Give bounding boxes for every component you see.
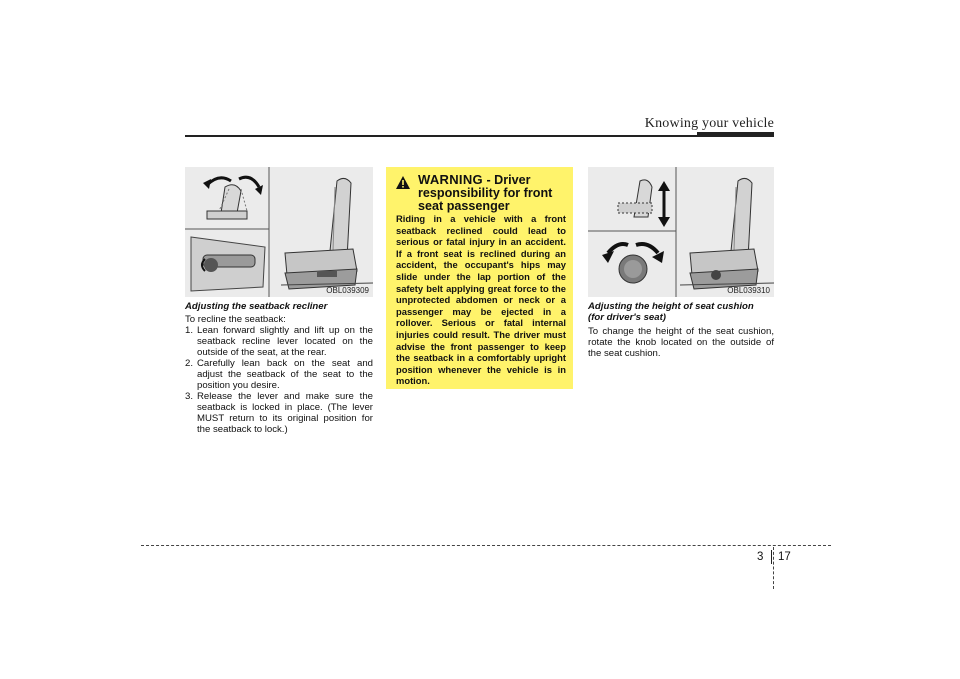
seatback-recliner-figure: [185, 167, 373, 297]
warning-triangle-icon: [396, 176, 410, 189]
seatback-recliner-illustration: [185, 167, 373, 297]
warning-header: [396, 173, 568, 213]
recline-steps-list: [185, 325, 373, 435]
footer-dashed-divider: [773, 547, 774, 589]
step-text: Lean forward slightly and lift up on the seatback recline lever located on the outside of the seat, at the rear.: [197, 325, 373, 358]
step-number: 1.: [185, 325, 194, 336]
warning-label: WARNING: [418, 172, 483, 187]
step-text: Release the lever and make sure the seatback is locked in place. (The lever MUST return to its original position for the seatback to lock.): [197, 391, 373, 435]
step-text: Carefully lean back on the seat and adjust the seatback of the seat to the position you desire.: [197, 358, 373, 391]
chapter-number: 3: [757, 551, 764, 563]
header-accent-bar: [697, 132, 774, 137]
seat-height-caption-line2: (for driver's seat): [588, 312, 666, 323]
seat-height-body: To change the height of the seat cushion, rotate the knob located on the outside of the seat cushion.: [588, 326, 774, 359]
page-number-value: 17: [778, 551, 791, 563]
warning-box: [386, 167, 573, 389]
seat-height-caption-line1: Adjusting the height of seat cushion: [588, 301, 754, 312]
page-number-separator: [771, 550, 772, 564]
warning-dash: -: [486, 173, 491, 187]
seatback-recliner-body: [185, 314, 373, 435]
warning-body: Riding in a vehicle with a front seatback reclined could lead to serious or fatal injury in an accident. If a front seat is reclined during an accident, the occupant's hips may slide under the lap portion of the safety belt applying great force to the unprotected abdomen or neck or a passenger may be ejected in a rollover. Serious or fatal internal injuries could result. The driver must advise the front passenger to keep the seatback in a comfortably upright position whenever the vehicle is in motion.: [396, 213, 566, 387]
warning-heading: Driver responsibility for front seat passenger: [418, 173, 553, 213]
step-number: 3.: [185, 391, 194, 402]
list-item: [185, 358, 373, 391]
figure-code: OBL039310: [727, 286, 770, 295]
header-rule: [185, 135, 774, 137]
figure-code: OBL039309: [326, 286, 369, 295]
seatback-recliner-caption: Adjusting the seatback recliner: [185, 301, 328, 312]
seat-height-figure: [588, 167, 774, 297]
seat-height-illustration: [588, 167, 774, 297]
footer-dashed-rule: [141, 545, 831, 546]
seat-height-caption: [588, 301, 778, 323]
seatback-recliner-intro: To recline the seatback:: [185, 314, 286, 325]
warning-title: [418, 173, 568, 213]
section-title: Knowing your vehicle: [644, 116, 774, 131]
list-item: [185, 391, 373, 435]
list-item: [185, 325, 373, 358]
step-number: 2.: [185, 358, 194, 369]
